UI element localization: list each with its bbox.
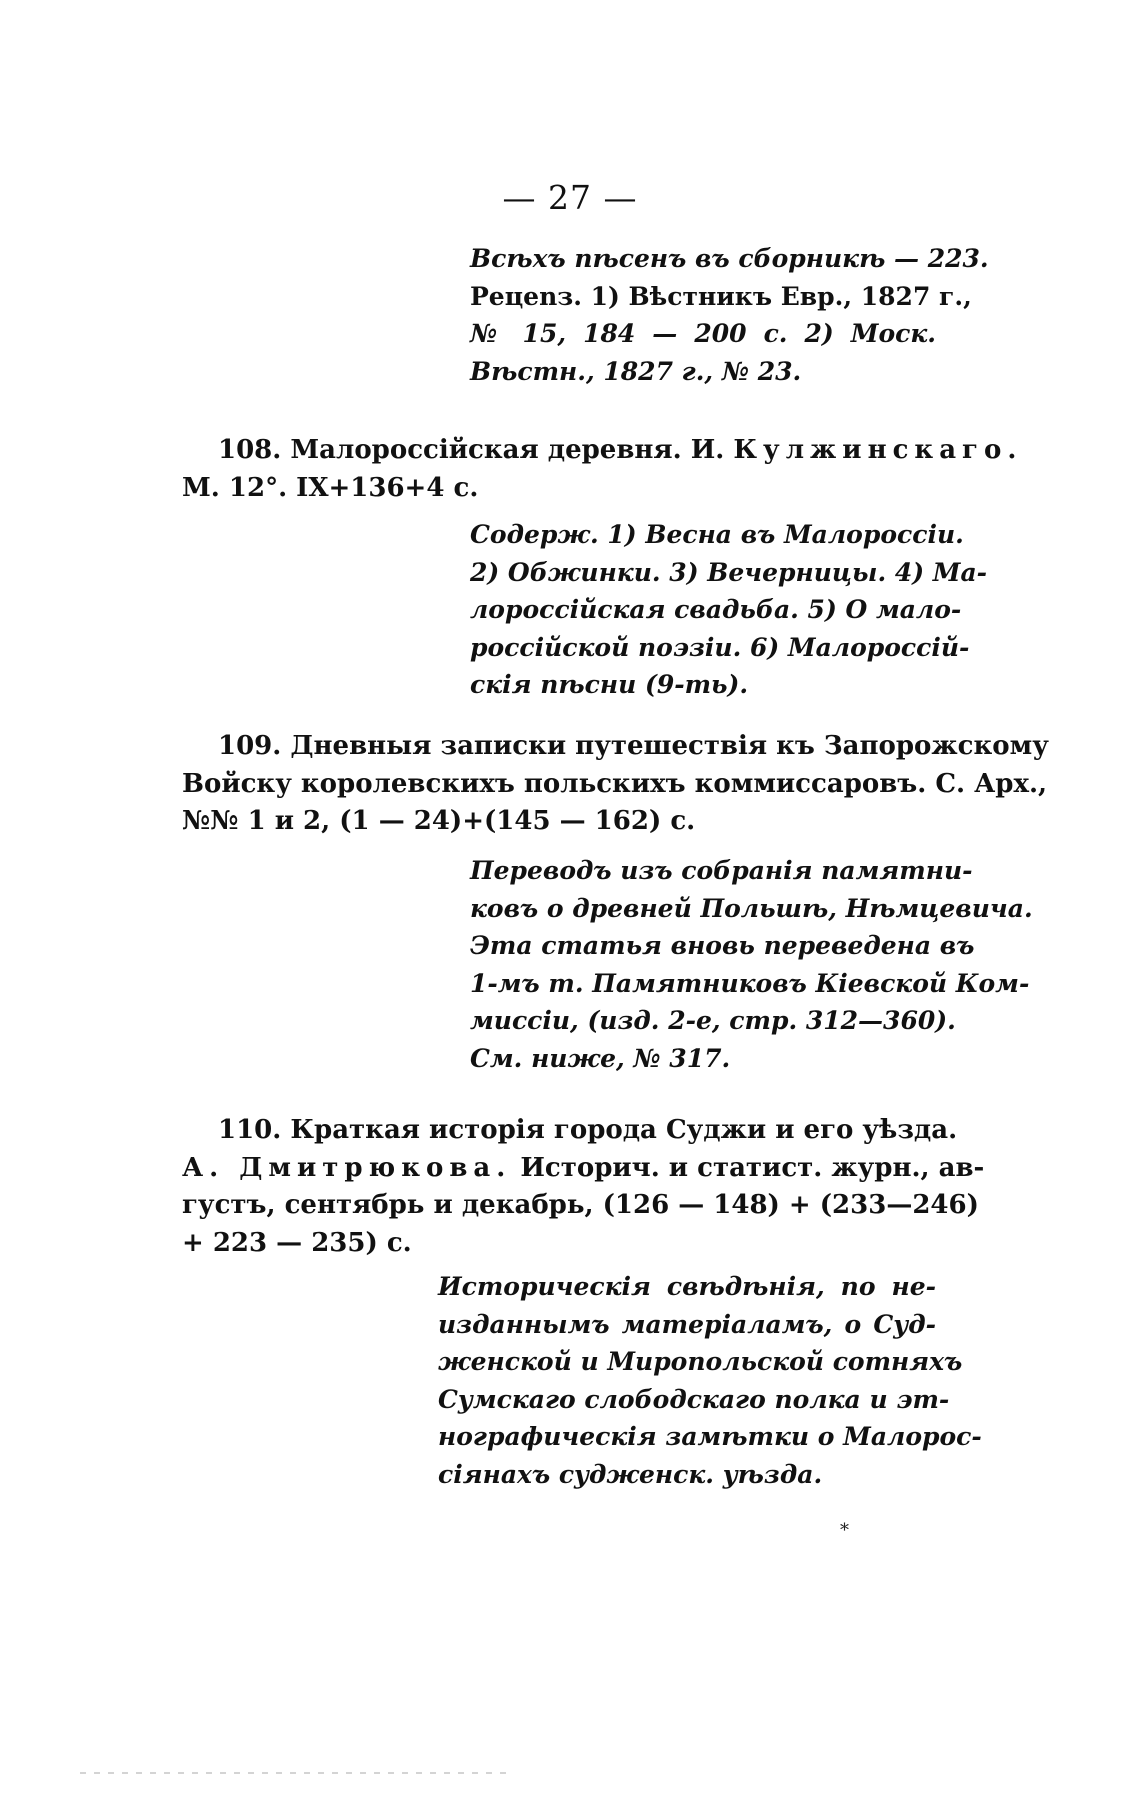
note-108-line: 2) Обжинки. 3) Вечерницы. 4) Ма- bbox=[470, 557, 988, 587]
note-108-line: россійской поэзіи. 6) Малороссій- bbox=[470, 632, 970, 662]
note-109-line: Переводъ изъ собранія памятни- bbox=[470, 856, 973, 885]
note-107-line: Всѣхъ пѣсенъ въ сборникѣ — 223. bbox=[470, 244, 989, 273]
note-110-line: Сумскаго слободскаго полка и эт- bbox=[438, 1384, 950, 1414]
entry-110-line: + 223 — 235) с. bbox=[182, 1227, 412, 1258]
note-107 bbox=[470, 240, 989, 390]
note-109-line: См. ниже, № 317. bbox=[470, 1043, 731, 1073]
note-110-line: нографическія замѣтки о Малорос- bbox=[438, 1422, 982, 1451]
note-109-line: Эта статья вновь переведена въ bbox=[470, 931, 975, 960]
note-107-line: Рецenз. 1) Вѣстникъ Евр., 1827 г., bbox=[470, 281, 972, 311]
entry-109 bbox=[182, 728, 1049, 841]
note-110-line: изданнымъ матеріаламъ, о Суд- bbox=[438, 1309, 936, 1339]
entry-109-line: 109. Дневныя записки путешествія къ Запорожскому bbox=[218, 731, 1049, 761]
page-number: — 27 — bbox=[502, 178, 638, 217]
note-110-line: женской и Миропольской сотняхъ bbox=[438, 1347, 963, 1376]
author-name: А. Дмитрюкова. bbox=[182, 1152, 512, 1183]
asterisk-mark: * bbox=[840, 1520, 849, 1541]
entry-110-line: 110. Краткая исторія города Суджи и его уѣзда. bbox=[218, 1115, 958, 1145]
entry-108 bbox=[182, 432, 1023, 507]
note-109-line: миссіи, (изд. 2-е, стр. 312—360). bbox=[470, 1006, 956, 1035]
note-109-line: ковъ о древней Польшѣ, Нѣмцевича. bbox=[470, 893, 1033, 923]
note-108-line: Содерж. 1) Весна въ Малороссіи. bbox=[470, 520, 964, 549]
author-name: Кулжинскаго. bbox=[733, 435, 1023, 465]
note-109-line: 1-мъ т. Памятниковъ Кіевской Ком- bbox=[470, 968, 1030, 998]
note-108 bbox=[470, 516, 988, 704]
entry-110-line: А. Дмитрюкова. Историч. и статист. журн., ав- bbox=[182, 1152, 985, 1183]
entry-110-line: густъ, сентябрь и декабрь, (126 — 148) + (233—246) bbox=[182, 1190, 979, 1220]
entry-109-line: №№ 1 и 2, (1 — 24)+(145 — 162) с. bbox=[182, 806, 696, 836]
entry-108-line: 108. Малороссійская деревня. И. Кулжинскаго. bbox=[218, 435, 1023, 465]
note-108-line: лороссійская свадьба. 5) О мало- bbox=[470, 595, 962, 624]
entry-110 bbox=[182, 1112, 985, 1262]
note-110-line: сіянахъ судженск. уѣзда. bbox=[438, 1459, 823, 1489]
scan-edge-noise bbox=[80, 1772, 510, 1774]
entry-108-line: М. 12°. IX+136+4 с. bbox=[182, 472, 479, 503]
entry-109-line: Войску королевскихъ польскихъ коммиссаровъ. С. Арх., bbox=[182, 768, 1048, 799]
note-107-line: № 15, 184 — 200 с. 2) Моск. bbox=[470, 319, 936, 348]
note-108-line: скія пѣсни (9-ть). bbox=[470, 670, 749, 699]
note-110-line: Историческія свѣдѣнія, по не- bbox=[438, 1272, 936, 1301]
note-109 bbox=[470, 852, 1033, 1077]
note-107-line: Вѣстн., 1827 г., № 23. bbox=[470, 356, 802, 386]
note-110 bbox=[438, 1268, 982, 1493]
